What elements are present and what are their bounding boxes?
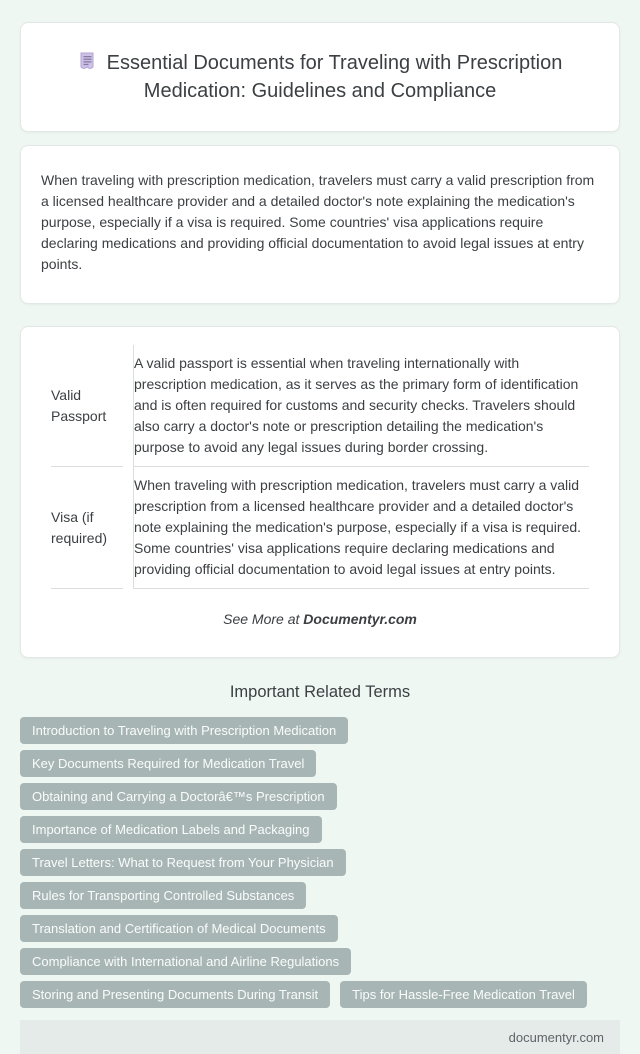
terms-table bbox=[41, 345, 599, 589]
see-more-text: See More at bbox=[223, 611, 304, 627]
term-description-cell: A valid passport is essential when traveling internationally with prescription medication, as it serves as the primary form of identification and is often required for customs and security checks. Travelers should also carry a doctor's note or prescription detailing the medication's purpose to avoid any legal issues during border crossing. bbox=[133, 345, 589, 467]
title-card bbox=[20, 22, 620, 132]
term-description-cell: When traveling with prescription medication, travelers must carry a valid prescription from a licensed healthcare provider and a detailed doctor's note explaining the medication's purpose, especially if a visa is required. Some countries' visa applications require declaring medications and providing official documentation to avoid legal issues at entry points. bbox=[133, 467, 589, 589]
see-more-line bbox=[41, 611, 599, 627]
page bbox=[0, 22, 640, 1054]
page-title: Essential Documents for Traveling with Prescription Medication: Guidelines and Compliance bbox=[106, 52, 563, 102]
related-term-tag[interactable]: Compliance with International and Airline Regulations bbox=[20, 948, 351, 975]
related-term-tag[interactable]: Storing and Presenting Documents During Transit bbox=[20, 981, 330, 1008]
related-term-tag[interactable]: Travel Letters: What to Request from Your Physician bbox=[20, 849, 346, 876]
see-more-site-link[interactable]: Documentyr.com bbox=[303, 611, 417, 627]
term-label-cell: Valid Passport bbox=[51, 345, 123, 467]
related-terms-tag-list bbox=[20, 717, 620, 1008]
intro-card bbox=[20, 145, 620, 304]
footer-bar bbox=[20, 1020, 620, 1054]
related-term-tag[interactable]: Obtaining and Carrying a Doctorâ€™s Prescription bbox=[20, 783, 337, 810]
related-term-tag[interactable]: Tips for Hassle-Free Medication Travel bbox=[340, 981, 587, 1008]
term-label-cell: Visa (if required) bbox=[51, 467, 123, 589]
related-term-tag[interactable]: Translation and Certification of Medical Documents bbox=[20, 915, 338, 942]
related-term-tag[interactable]: Key Documents Required for Medication Travel bbox=[20, 750, 316, 777]
related-term-tag[interactable]: Rules for Transporting Controlled Substances bbox=[20, 882, 306, 909]
terms-table-card bbox=[20, 326, 620, 658]
intro-paragraph: When traveling with prescription medication, travelers must carry a valid prescription from a licensed healthcare provider and a detailed doctor's note explaining the medication's purpose, especially if a visa is required. Some countries' visa applications require declaring medications and providing official documentation to avoid legal issues at entry points. bbox=[41, 172, 595, 272]
related-term-tag[interactable]: Introduction to Traveling with Prescription Medication bbox=[20, 717, 348, 744]
related-term-tag[interactable]: Importance of Medication Labels and Packaging bbox=[20, 816, 322, 843]
related-terms-heading: Important Related Terms bbox=[229, 683, 411, 701]
table-row bbox=[51, 345, 589, 467]
table-row bbox=[51, 467, 589, 589]
footer-site-link[interactable]: documentyr.com bbox=[508, 1029, 604, 1045]
receipt-icon bbox=[78, 52, 97, 71]
